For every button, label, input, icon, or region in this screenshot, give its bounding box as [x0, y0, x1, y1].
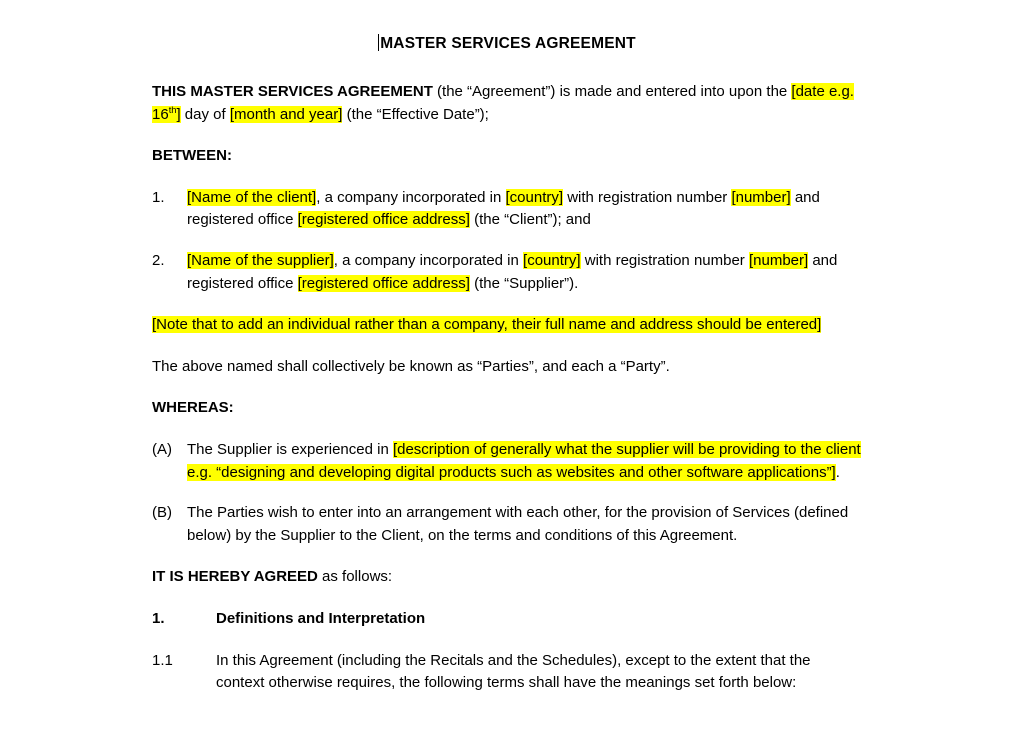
editor-note-text: [Note that to add an individual rather than a company, their full name and address should be entered]	[152, 316, 822, 334]
party-2-segment-4: (the “Supplier”).	[469, 274, 579, 292]
placeholder-date-close: ]	[176, 105, 181, 123]
recital-item-a	[152, 439, 862, 484]
placeholder-supplier-number: [number]	[748, 251, 809, 269]
party-2-marker: 2.	[152, 251, 165, 269]
party-2-segment-2: with registration number	[580, 251, 749, 269]
recital-b-marker: (B)	[152, 504, 172, 522]
editor-note-paragraph	[152, 314, 862, 337]
placeholder-date-ordinal: th	[168, 104, 177, 115]
preamble-lead: THIS MASTER SERVICES AGREEMENT	[152, 83, 433, 100]
recital-b-text: The Parties wish to enter into an arrangement with each other, for the provision of Services (defined below) by the Supplier to the Client, on the terms and conditions of this Agreement.	[187, 504, 849, 544]
placeholder-month-year: [month and year]	[229, 105, 343, 123]
party-1-segment-4: (the “Client”); and	[469, 211, 591, 229]
recital-a-segment-1: The Supplier is experienced in	[187, 440, 393, 458]
placeholder-date-text: [date e.g. 16	[152, 83, 854, 123]
placeholder-supplier-name: [Name of the supplier]	[187, 251, 334, 269]
placeholder-client-country: [country]	[505, 188, 564, 206]
whereas-heading: WHEREAS:	[152, 399, 234, 417]
placeholder-supplier-address: [registered office address]	[297, 274, 470, 292]
party-2-segment-1: , a company incorporated in	[333, 251, 524, 269]
clause-1-marker: 1.	[152, 609, 165, 627]
page-title-text: MASTER SERVICES AGREEMENT	[380, 35, 636, 52]
recital-a-segment-2: .	[835, 463, 840, 481]
agreed-rest: as follows:	[317, 568, 393, 586]
party-1-segment-3: and registered office	[187, 188, 820, 229]
preamble-segment-2: day of	[180, 105, 230, 123]
clause-1-1-text: In this Agreement (including the Recitals and the Schedules), except to the extent that the context otherwise requires, the following terms shall have the meanings set forth below:	[216, 651, 811, 692]
placeholder-services-description: [description of generally what the supplier will be providing to the client e.g. “designing and developing digital products such as websites and other software applications”]	[187, 440, 861, 481]
recital-a-marker: (A)	[152, 440, 172, 458]
party-1-marker: 1.	[152, 188, 165, 206]
placeholder-client-number: [number]	[731, 188, 791, 206]
clause-1-1-marker: 1.1	[152, 651, 173, 669]
party-2-text	[187, 252, 837, 292]
clause-1-title: Definitions and Interpretation	[216, 609, 426, 627]
preamble-paragraph	[152, 81, 862, 126]
preamble-segment-3: (the “Effective Date”);	[342, 105, 489, 123]
party-1-segment-1: , a company incorporated in	[316, 188, 506, 206]
placeholder-client-name: [Name of the client]	[187, 188, 317, 206]
party-list-item-1	[152, 187, 862, 232]
clause-1-1	[152, 650, 862, 695]
recital-item-b	[152, 502, 862, 547]
party-2-segment-3: and registered office	[187, 251, 838, 292]
document-body	[152, 0, 862, 695]
agreed-bold: IT IS HEREBY AGREED	[152, 568, 318, 586]
between-heading: BETWEEN:	[152, 147, 232, 165]
page-title	[152, 0, 862, 53]
agreed-paragraph	[152, 566, 862, 589]
placeholder-client-address: [registered office address]	[297, 211, 470, 229]
clause-1-heading	[152, 608, 862, 631]
party-1-segment-2: with registration number	[563, 188, 732, 206]
party-list-item-2	[152, 250, 862, 295]
parties-statement: The above named shall collectively be known as “Parties”, and each a “Party”.	[152, 357, 670, 375]
preamble-segment-1: (the “Agreement”) is made and entered into upon the	[432, 83, 792, 100]
recital-a-text	[187, 441, 861, 481]
placeholder-supplier-country: [country]	[523, 251, 581, 269]
party-1-text	[187, 189, 820, 229]
